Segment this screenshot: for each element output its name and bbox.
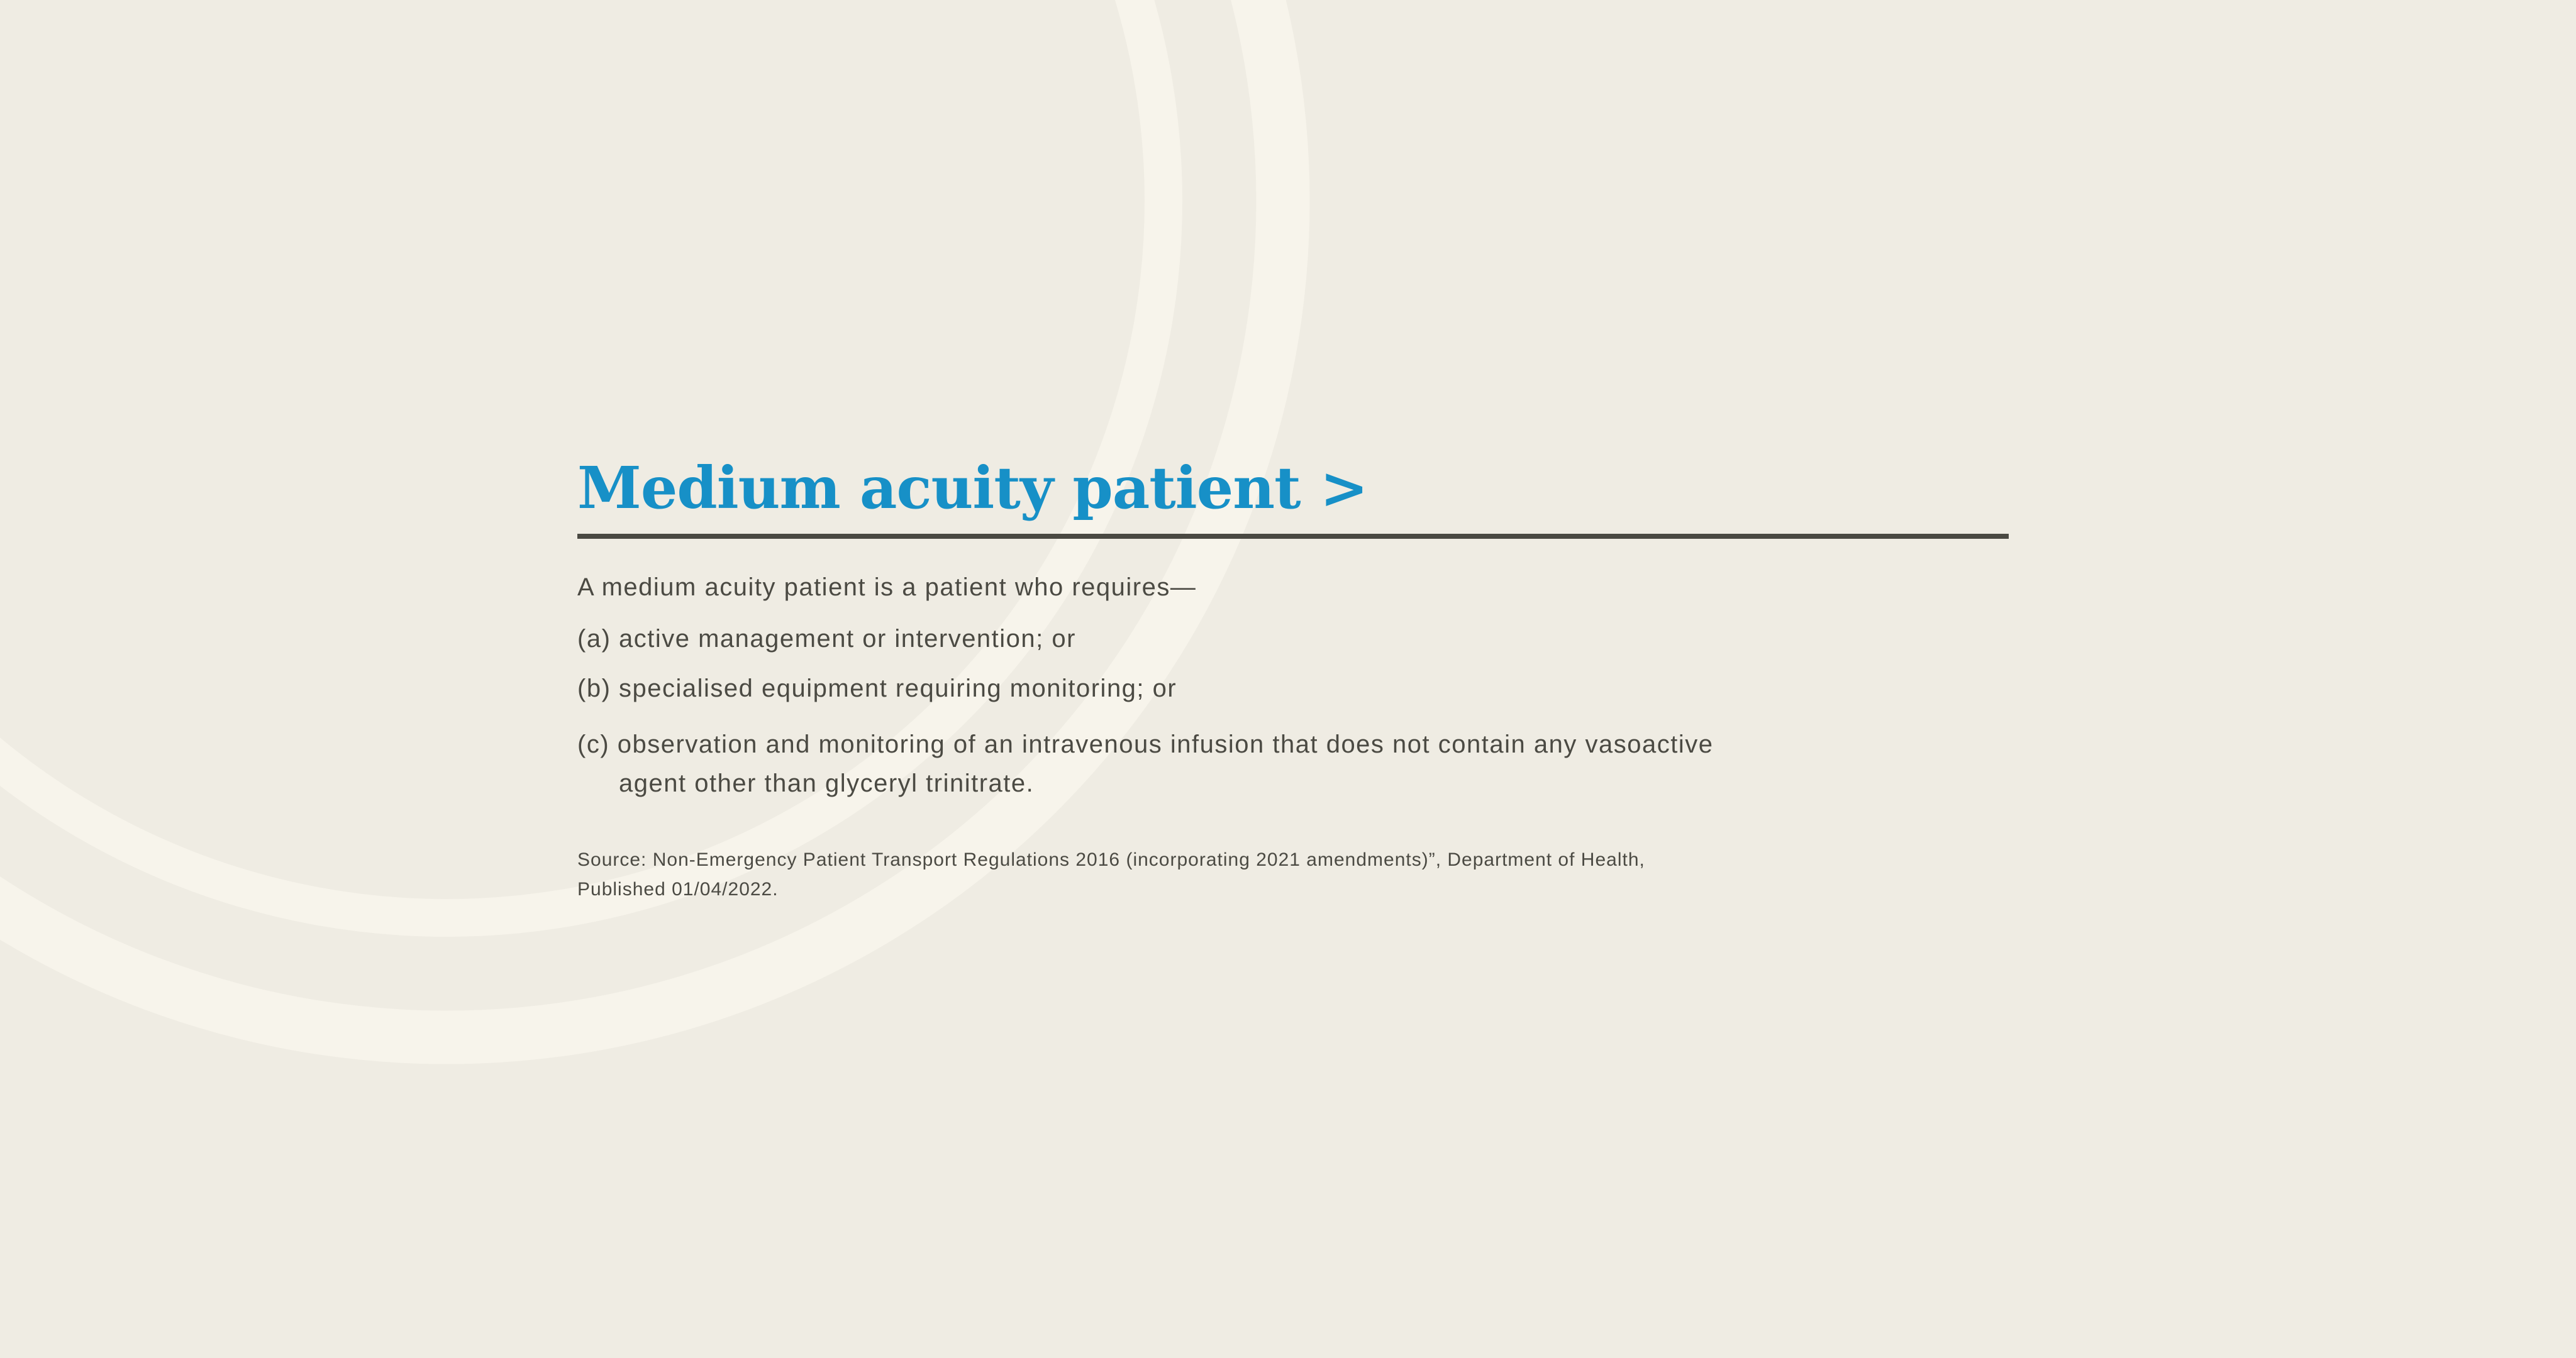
heading-medium-acuity-patient[interactable]: Medium acuity patient > <box>577 454 1368 522</box>
definition-clause-c-line-1: (c) observation and monitoring of an intravenous infusion that does not contain any vasoactive <box>577 731 1714 758</box>
definition-clause-c-line-2: agent other than glyceryl trinitrate. <box>619 770 1035 797</box>
heading-divider-rule <box>577 534 2009 539</box>
definition-clause-a: (a) active management or intervention; or <box>577 625 1076 653</box>
source-citation-line-1: Source: Non-Emergency Patient Transport Regulations 2016 (incorporating 2021 amendments)”, Department of Health, <box>577 849 1645 870</box>
definition-intro-text: A medium acuity patient is a patient who requires— <box>577 573 1197 601</box>
definition-clause-b: (b) specialised equipment requiring monitoring; or <box>577 675 1177 702</box>
source-citation <box>577 845 1645 904</box>
source-citation-line-2: Published 01/04/2022. <box>577 879 779 900</box>
definition-clause-c <box>577 725 1713 803</box>
